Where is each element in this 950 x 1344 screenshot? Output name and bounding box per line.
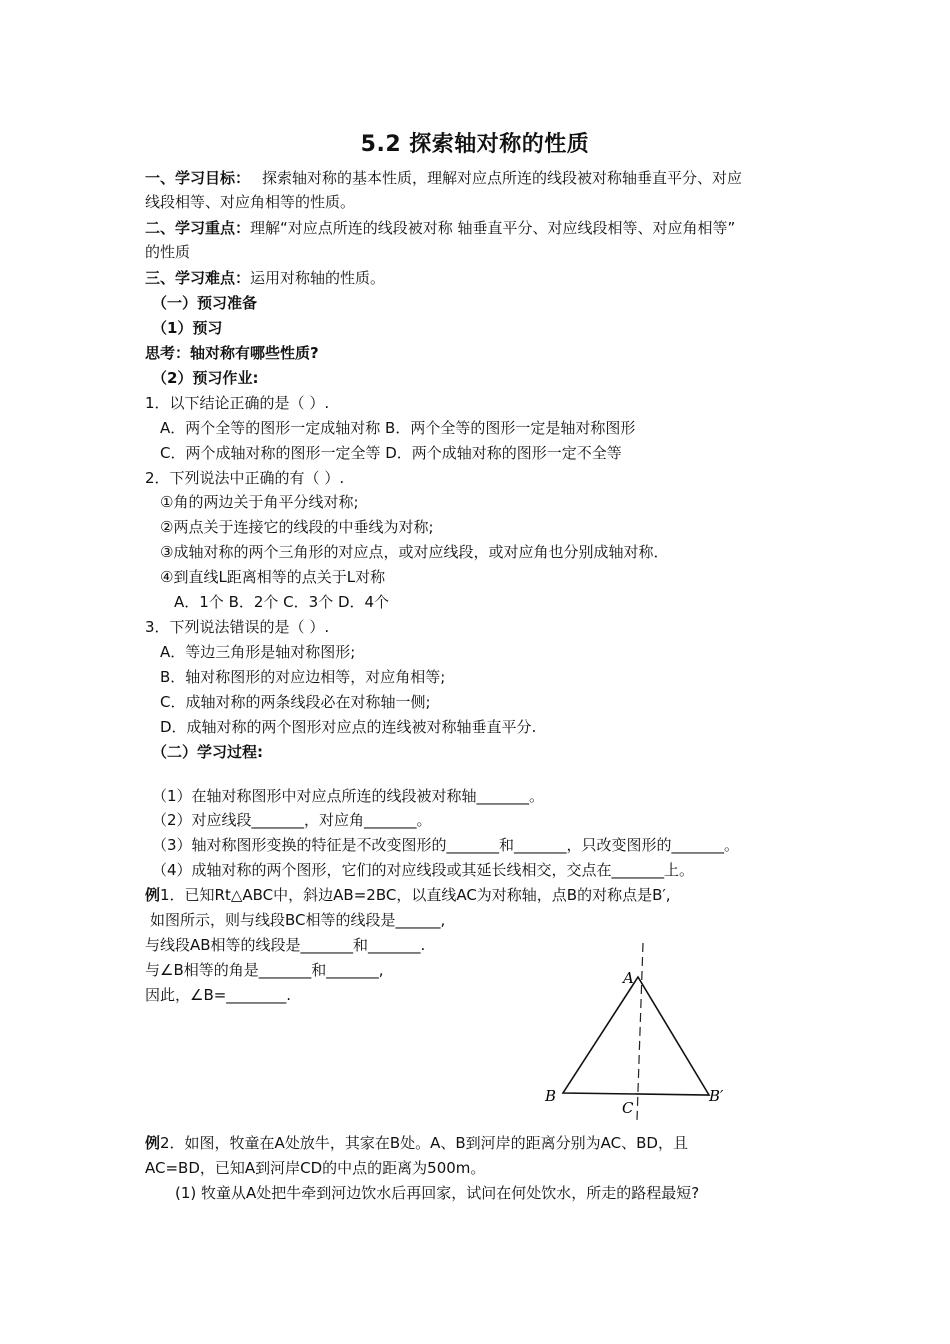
fill-blank-4: （4）成轴对称的两个图形，它们的对应线段或其延长线相交，交点在_______上。 xyxy=(152,861,695,879)
difficulty-line xyxy=(145,266,385,290)
fill-blank-2: （2）对应线段_______，对应角_______。 xyxy=(152,811,432,829)
q2-options: A．1个 B．2个 C．3个 D．4个 xyxy=(174,593,390,611)
q2-statement-4: ④到直线L距离相等的点关于L对称 xyxy=(160,568,386,586)
q3-stem: 3．下列说法错误的是（ ）. xyxy=(145,618,330,636)
example-1-line-1 xyxy=(145,883,671,907)
q3-option-b: B．轴对称图形的对应边相等，对应角相等; xyxy=(160,668,446,686)
q3-option-c: C．成轴对称的两条线段必在对称轴一侧; xyxy=(160,693,431,711)
subsection-homework: （2）预习作业: xyxy=(152,369,259,387)
q1-options-ab: A．两个全等的图形一定成轴对称 B．两个全等的图形一定是轴对称图形 xyxy=(160,419,636,437)
q1-stem: 1．以下结论正确的是（ ）. xyxy=(145,394,330,412)
difficulty-text: 运用对称轴的性质。 xyxy=(250,269,386,287)
example-1-text-1: 1．已知Rt△ABC中，斜边AB=2BC，以直线AC为对称轴，点B的对称点是B′, xyxy=(160,886,671,904)
triangle-figure xyxy=(535,935,765,1125)
q3-option-a: A．等边三角形是轴对称图形; xyxy=(160,643,356,661)
page-title: 5.2 探索轴对称的性质 xyxy=(360,132,590,157)
example-2-text-3: (1) 牧童从A处把牛牵到河边饮水后再回家，试问在何处饮水，所走的路程最短? xyxy=(175,1184,700,1202)
objectives-text-2: 线段相等、对应角相等的性质。 xyxy=(145,193,356,211)
q2-statement-3: ③成轴对称的两个三角形的对应点，或对应线段，或对应角也分别成轴对称． xyxy=(160,543,669,561)
point-c-label: C xyxy=(622,1099,634,1117)
objectives-heading: 一、学习目标： xyxy=(145,169,251,187)
keypoint-text-1: 理解“对应点所连的线段被对称 轴垂直平分、对应线段相等、对应角相等” xyxy=(250,219,736,237)
keypoint-line-1 xyxy=(145,216,735,240)
example-2-label: 例 xyxy=(145,1134,161,1152)
point-b-label: B xyxy=(545,1087,557,1105)
point-b-prime-label: B′ xyxy=(709,1087,724,1105)
example-2-text-2: AC=BD，已知A到河岸CD的中点的距离为500m。 xyxy=(145,1159,486,1177)
difficulty-heading: 三、学习难点： xyxy=(145,269,251,287)
objectives-line-1 xyxy=(145,166,742,190)
example-1-label: 例 xyxy=(145,886,161,904)
keypoint-text-2: 的性质 xyxy=(145,243,191,261)
subsection-preview: （1）预习 xyxy=(152,319,223,337)
example-2-line-1 xyxy=(145,1131,688,1155)
section-process-heading: （二）学习过程: xyxy=(152,743,263,761)
q2-statement-2: ②两点关于连接它的线段的中垂线为对称; xyxy=(160,518,434,536)
fill-blank-1: （1）在轴对称图形中对应点所连的线段被对称轴_______。 xyxy=(152,787,545,805)
keypoint-heading: 二、学习重点： xyxy=(145,219,251,237)
example-1-text-2: 如图所示，则与线段BC相等的线段是______, xyxy=(150,911,446,929)
triangle-abb xyxy=(563,977,709,1095)
example-2-text-1: 2．如图，牧童在A处放牛，其家在B处。A、B到河岸的距离分别为AC、BD，且 xyxy=(160,1134,688,1152)
fill-blank-3: （3）轴对称图形变换的特征是不改变图形的_______和_______，只改变图形的_______。 xyxy=(152,836,740,854)
example-1-text-5: 因此，∠B=________. xyxy=(145,986,292,1004)
q3-option-d: D．成轴对称的两个图形对应点的连线被对称轴垂直平分. xyxy=(160,718,537,736)
think-question: 思考：轴对称有哪些性质? xyxy=(145,344,319,362)
objectives-text-1: 探索轴对称的基本性质，理解对应点所连的线段被对称轴垂直平分、对应 xyxy=(262,169,743,187)
q2-statement-1: ①角的两边关于角平分线对称; xyxy=(160,493,359,511)
q2-stem: 2．下列说法中正确的有（ ）. xyxy=(145,469,345,487)
point-a-label: A xyxy=(623,969,634,987)
q1-options-cd: C．两个成轴对称的图形一定全等 D．两个成轴对称的图形一定不全等 xyxy=(160,444,622,462)
example-1-text-4: 与∠B相等的角是_______和_______, xyxy=(145,961,384,979)
example-1-text-3: 与线段AB相等的线段是_______和_______. xyxy=(145,936,426,954)
section-preview-heading: （一）预习准备 xyxy=(152,294,258,312)
